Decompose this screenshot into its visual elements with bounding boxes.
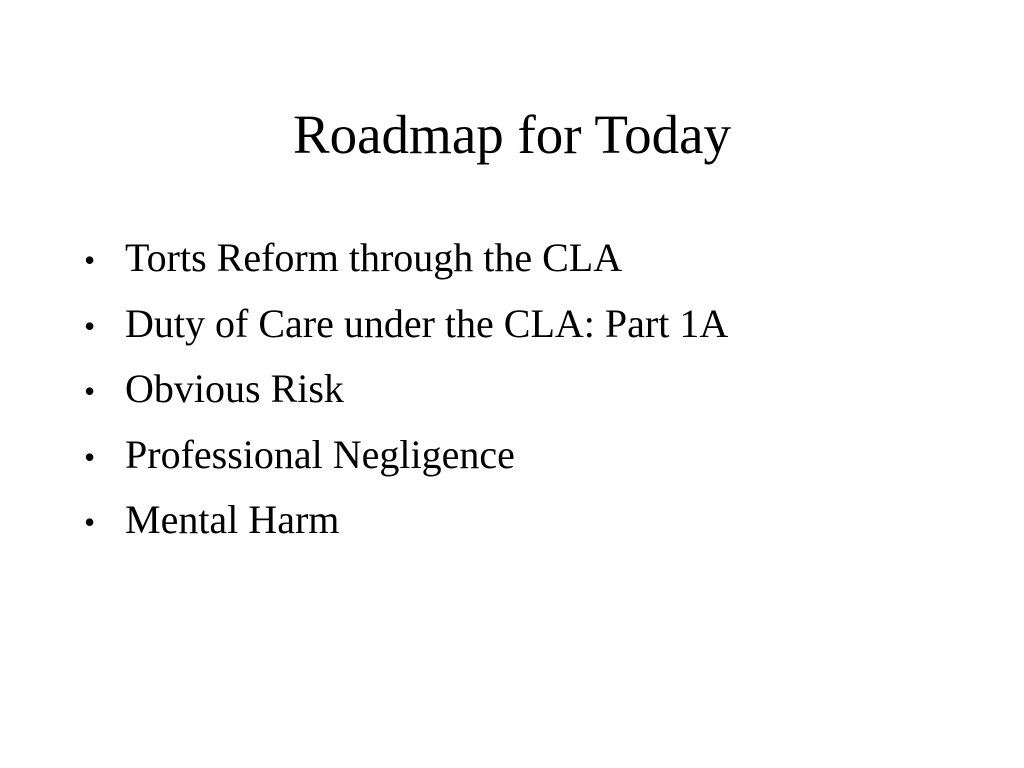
bullet-marker-icon: • [84, 504, 96, 540]
bullet-text: Obvious Risk [125, 366, 344, 411]
list-item [84, 361, 728, 427]
list-item [84, 427, 728, 493]
list-item [84, 296, 728, 362]
bullet-marker-icon: • [84, 307, 96, 344]
slide-title: Roadmap for Today [292, 104, 732, 165]
bullet-marker-icon: • [84, 373, 96, 409]
list-item [84, 492, 728, 558]
bullet-text: Professional Negligence [125, 431, 515, 477]
bullet-text: Mental Harm [125, 497, 340, 542]
bullet-marker-icon: • [84, 242, 96, 278]
bullet-text: Duty of Care under the CLA: Part 1A [125, 300, 729, 346]
bullet-text: Torts Reform through the CLA [125, 235, 623, 280]
bullet-marker-icon: • [84, 438, 96, 475]
list-item [84, 230, 728, 296]
bullet-list [84, 230, 728, 558]
